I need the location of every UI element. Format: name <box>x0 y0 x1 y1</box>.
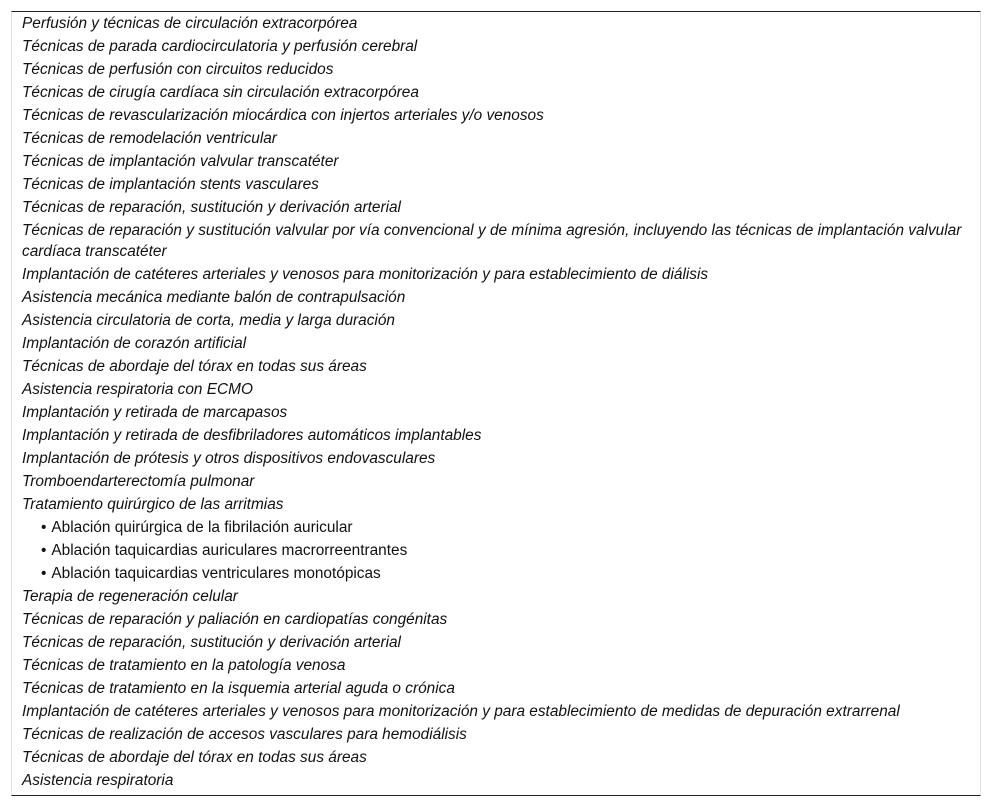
row-text: Técnicas de reparación y sustitución valvular por vía convencional y de mínima agresión, incluyendo las técnicas de implantación valvular cardíaca transcatéter <box>22 222 962 260</box>
row-text: Técnicas de reparación, sustitución y derivación arterial <box>22 199 401 216</box>
row-text: Técnicas de realización de accesos vasculares para hemodiálisis <box>22 726 467 743</box>
table-row <box>22 333 968 354</box>
row-text: Técnicas de tratamiento en la isquemia arterial aguda o crónica <box>22 680 455 697</box>
table-row <box>22 655 968 676</box>
row-text: Ablación taquicardias auriculares macrorreentrantes <box>51 542 408 559</box>
table-row <box>22 609 968 630</box>
row-text: Tromboendarterectomía pulmonar <box>22 473 255 490</box>
bullet-icon: • <box>41 565 47 582</box>
row-text: Implantación de prótesis y otros dispositivos endovasculares <box>22 450 436 467</box>
table-row <box>22 379 968 400</box>
row-text: Técnicas de reparación y paliación en cardiopatías congénitas <box>22 611 448 628</box>
row-text: Técnicas de abordaje del tórax en todas sus áreas <box>22 358 367 375</box>
row-text: Técnicas de implantación valvular transcatéter <box>22 153 339 170</box>
table-body <box>12 12 980 791</box>
table-row <box>22 448 968 469</box>
row-text: Terapia de regeneración celular <box>22 588 238 605</box>
row-text: Técnicas de tratamiento en la patología venosa <box>22 657 346 674</box>
table-row <box>22 310 968 331</box>
bullet-list-item <box>22 517 968 538</box>
table-row <box>22 701 968 722</box>
row-text: Asistencia respiratoria con ECMO <box>22 381 253 398</box>
table-row <box>22 287 968 308</box>
table-row <box>22 197 968 218</box>
table-row <box>22 678 968 699</box>
table-row <box>22 747 968 768</box>
table-row <box>22 128 968 149</box>
row-text: Implantación de catéteres arteriales y venosos para monitorización y para establecimiento de medidas de depuración extrarrenal <box>22 703 900 720</box>
row-text: Implantación de catéteres arteriales y venosos para monitorización y para establecimiento de diálisis <box>22 266 709 283</box>
row-text: Técnicas de revascularización miocárdica con injertos arteriales y/o venosos <box>22 107 544 124</box>
row-text: Perfusión y técnicas de circulación extracorpórea <box>22 15 358 32</box>
table-row <box>22 151 968 172</box>
table-row <box>22 82 968 103</box>
table-row <box>22 174 968 195</box>
table-row <box>22 105 968 126</box>
row-text: Implantación de corazón artificial <box>22 335 247 352</box>
table-row <box>22 59 968 80</box>
table-row <box>22 220 968 262</box>
table-row <box>22 264 968 285</box>
row-text: Técnicas de parada cardiocirculatoria y perfusión cerebral <box>22 38 418 55</box>
row-text: Técnicas de cirugía cardíaca sin circulación extracorpórea <box>22 84 419 101</box>
bullet-list-item <box>22 540 968 561</box>
table-row <box>22 402 968 423</box>
bullet-icon: • <box>41 542 47 559</box>
bullet-icon: • <box>41 519 47 536</box>
table-row <box>22 36 968 57</box>
procedures-table <box>11 11 981 796</box>
row-text: Técnicas de reparación, sustitución y derivación arterial <box>22 634 401 651</box>
row-text: Técnicas de perfusión con circuitos reducidos <box>22 61 334 78</box>
table-row <box>22 770 968 791</box>
row-text: Técnicas de remodelación ventricular <box>22 130 277 147</box>
row-text: Técnicas de abordaje del tórax en todas sus áreas <box>22 749 367 766</box>
table-row <box>22 586 968 607</box>
row-text: Técnicas de implantación stents vasculares <box>22 176 319 193</box>
table-row <box>22 494 968 515</box>
row-text: Asistencia respiratoria <box>22 772 174 789</box>
row-text: Ablación taquicardias ventriculares monotópicas <box>51 565 381 582</box>
row-text: Implantación y retirada de marcapasos <box>22 404 288 421</box>
table-row <box>22 632 968 653</box>
row-text: Asistencia mecánica mediante balón de contrapulsación <box>22 289 406 306</box>
bullet-list-item <box>22 563 968 584</box>
table-row <box>22 425 968 446</box>
row-text: Tratamiento quirúrgico de las arritmias <box>22 496 284 513</box>
table-row <box>22 471 968 492</box>
row-text: Asistencia circulatoria de corta, media y larga duración <box>22 312 395 329</box>
table-row <box>22 356 968 377</box>
row-text: Ablación quirúrgica de la fibrilación auricular <box>51 519 353 536</box>
table-row <box>22 724 968 745</box>
table-row <box>22 13 968 34</box>
row-text: Implantación y retirada de desfibriladores automáticos implantables <box>22 427 482 444</box>
